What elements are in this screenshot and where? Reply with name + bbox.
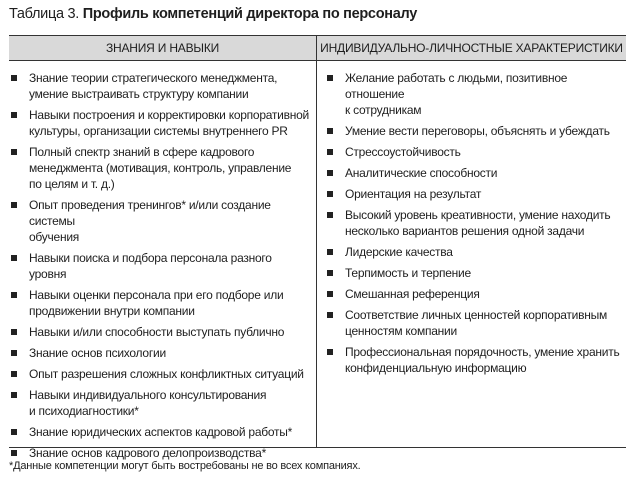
knowledge-skill-item xyxy=(9,445,309,461)
knowledge-skill-item xyxy=(9,287,309,319)
bullet-square-icon xyxy=(11,255,17,261)
table-number: Таблица 3. xyxy=(9,6,79,22)
list-item-line: Ориентация на результат xyxy=(345,187,482,201)
list-item-line: Опыт проведения тренингов* и/или создание системы xyxy=(29,198,271,228)
table-header-row xyxy=(9,36,626,61)
list-item-line: Полный спектр знаний в сфере кадрового xyxy=(29,145,255,159)
header-knowledge-skills: ЗНАНИЯ И НАВЫКИ xyxy=(105,41,220,55)
list-item-line: Навыки и/или способности выступать публично xyxy=(29,325,285,339)
knowledge-skill-item xyxy=(9,197,309,245)
bullet-square-icon xyxy=(327,291,333,297)
list-item-line: конфиденциальную информацию xyxy=(345,361,527,375)
knowledge-skill-item xyxy=(9,387,309,419)
bullet-square-icon xyxy=(327,349,333,355)
list-item-line: Высокий уровень креативности, умение находить xyxy=(345,208,611,222)
bullet-square-icon xyxy=(327,212,333,218)
bullet-square-icon xyxy=(327,149,333,155)
knowledge-skill-item xyxy=(9,144,309,192)
bullet-square-icon xyxy=(11,392,17,398)
personal-trait-item xyxy=(325,186,625,202)
list-item-line: Аналитические способности xyxy=(345,166,498,180)
list-item-line: Терпимость и терпение xyxy=(345,266,471,280)
list-item-line: Смешанная референция xyxy=(345,287,480,301)
personal-trait-item xyxy=(325,265,625,281)
personal-trait-item xyxy=(325,123,625,139)
personal-trait-item xyxy=(325,286,625,302)
list-item-line: Навыки индивидуального консультирования xyxy=(29,388,267,402)
list-item-line: Навыки оценки персонала при его подборе или xyxy=(29,288,284,302)
footnote: *Данные компетенции могут быть востребованы не во всех компаниях. xyxy=(9,460,361,472)
personal-trait-item xyxy=(325,307,625,339)
personal-trait-item xyxy=(325,165,625,181)
personal-trait-item xyxy=(325,344,625,376)
header-personal-traits: ИНДИВИДУАЛЬНО-ЛИЧНОСТНЫЕ ХАРАКТЕРИСТИКИ xyxy=(320,41,623,55)
list-item-line: Навыки построения и корректировки корпоративной xyxy=(29,108,310,122)
list-item-line: Знание основ кадрового делопроизводства* xyxy=(29,446,267,460)
list-item-line: Соответствие личных ценностей корпоративным xyxy=(345,308,607,322)
list-item-line: продвижении внутри компании xyxy=(29,304,195,318)
list-item-line: Знание теории стратегического менеджмента, xyxy=(29,71,278,85)
bullet-square-icon xyxy=(327,312,333,318)
knowledge-skill-item xyxy=(9,70,309,102)
bullet-square-icon xyxy=(11,329,17,335)
knowledge-skill-item xyxy=(9,107,309,139)
list-item-line: Знание основ психологии xyxy=(29,346,166,360)
list-item-line: менеджмента (мотивация, контроль, управление xyxy=(29,161,292,175)
knowledge-skill-item xyxy=(9,366,309,382)
bullet-square-icon xyxy=(327,75,333,81)
table-title xyxy=(9,6,417,22)
list-item-line: культуры, организации системы внутреннего PR xyxy=(29,124,288,138)
knowledge-skills-list xyxy=(9,70,309,466)
bullet-square-icon xyxy=(327,170,333,176)
list-item-line: умение выстраивать структуру компании xyxy=(29,87,249,101)
personal-trait-item xyxy=(325,207,625,239)
table-caption: Профиль компетенций директора по персоналу xyxy=(82,6,417,22)
personal-trait-item xyxy=(325,70,625,118)
bullet-square-icon xyxy=(11,292,17,298)
personal-trait-item xyxy=(325,244,625,260)
personal-traits-list xyxy=(325,70,625,381)
list-item-line: к сотрудникам xyxy=(345,103,422,117)
list-item-line: Умение вести переговоры, объяснять и убеждать xyxy=(345,124,610,138)
list-item-line: ценностям компании xyxy=(345,324,457,338)
list-item-line: Знание юридических аспектов кадровой работы* xyxy=(29,425,293,439)
list-item-line: обучения xyxy=(29,230,80,244)
list-item-line: и психодиагностики* xyxy=(29,404,139,418)
knowledge-skill-item xyxy=(9,324,309,340)
bullet-square-icon xyxy=(327,191,333,197)
bullet-square-icon xyxy=(11,371,17,377)
list-item-line: Навыки поиска и подбора персонала разного уровня xyxy=(29,251,272,281)
column-divider xyxy=(316,36,317,447)
bullet-square-icon xyxy=(327,270,333,276)
list-item-line: Стрессоустойчивость xyxy=(345,145,461,159)
list-item-line: несколько вариантов решения одной задачи xyxy=(345,224,585,238)
bullet-square-icon xyxy=(327,128,333,134)
bullet-square-icon xyxy=(11,450,17,456)
bullet-square-icon xyxy=(11,75,17,81)
bullet-square-icon xyxy=(327,249,333,255)
bullet-square-icon xyxy=(11,429,17,435)
bullet-square-icon xyxy=(11,149,17,155)
knowledge-skill-item xyxy=(9,424,309,440)
knowledge-skill-item xyxy=(9,345,309,361)
bullet-square-icon xyxy=(11,202,17,208)
personal-trait-item xyxy=(325,144,625,160)
list-item-line: по целям и т. д.) xyxy=(29,177,115,191)
list-item-line: Опыт разрешения сложных конфликтных ситуаций xyxy=(29,367,304,381)
knowledge-skill-item xyxy=(9,250,309,282)
bullet-square-icon xyxy=(11,350,17,356)
list-item-line: Профессиональная порядочность, умение хранить xyxy=(345,345,620,359)
bullet-square-icon xyxy=(11,112,17,118)
list-item-line: Желание работать с людьми, позитивное отношение xyxy=(345,71,568,101)
list-item-line: Лидерские качества xyxy=(345,245,453,259)
competency-table xyxy=(9,35,626,460)
